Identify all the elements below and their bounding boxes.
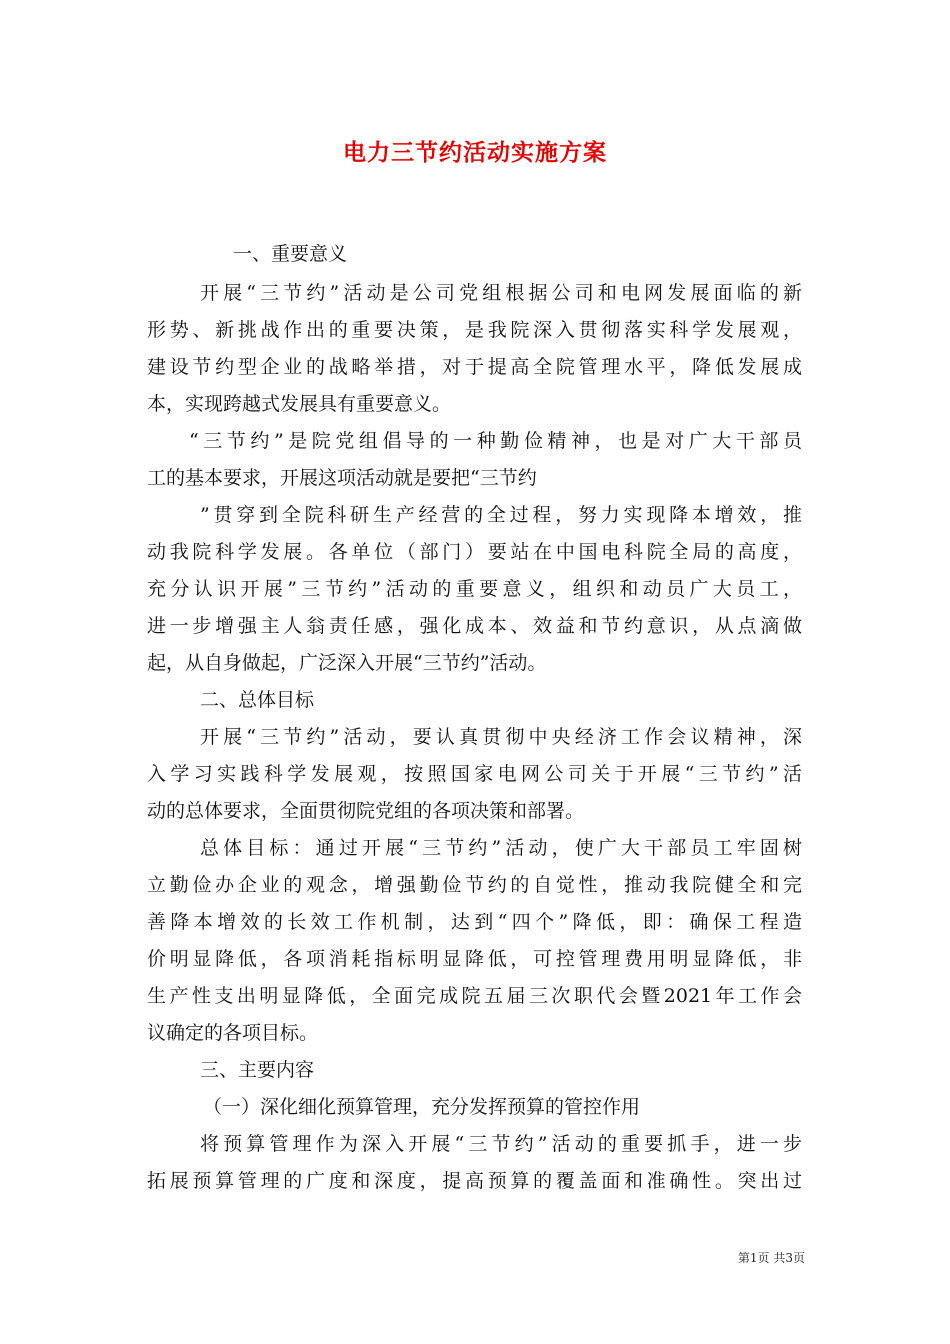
section-heading-2: 二、总体目标	[200, 689, 315, 711]
paragraph-line: 形势、新挑战作出的重要决策，是我院深入贯彻落实科学发展观，	[147, 319, 802, 341]
paragraph-line: 充分认识开展”三节约”活动的重要意义，组织和动员广大员工，	[147, 578, 802, 600]
section-heading-3: 三、主要内容	[200, 1059, 315, 1081]
paragraph-line: 将预算管理作为深入开展“三节约”活动的重要抓手，进一步	[200, 1133, 802, 1155]
paragraph-line: 建设节约型企业的战略举措，对于提高全院管理水平，降低发展成	[147, 356, 802, 378]
paragraph-line: 立勤俭办企业的观念，增强勤俭节约的自觉性，推动我院健全和完	[147, 874, 802, 896]
paragraph-line: 起，从自身做起，广泛深入开展“三节约”活动。	[147, 652, 547, 674]
paragraph-line: 拓展预算管理的广度和深度，提高预算的覆盖面和准确性。突出过	[147, 1170, 802, 1192]
section-heading-1: 一、重要意义	[233, 243, 348, 265]
paragraph-line: ”贯穿到全院科研生产经营的全过程，努力实现降本增效，推	[200, 504, 802, 526]
paragraph-line: 动的总体要求，全面贯彻院党组的各项决策和部署。	[147, 800, 585, 822]
document-title: 电力三节约活动实施方案	[343, 139, 607, 166]
paragraph-line: 生产性支出明显降低，全面完成院五届三次职代会暨2021年工作会	[147, 985, 802, 1007]
paragraph-line: 议确定的各项目标。	[147, 1022, 319, 1044]
paragraph-line: 本，实现跨越式发展具有重要意义。	[147, 393, 452, 415]
paragraph-line: 动我院科学发展。各单位（部门）要站在中国电科院全局的高度，	[147, 541, 802, 563]
paragraph-line: 进一步增强主人翁责任感，强化成本、效益和节约意识，从点滴做	[147, 615, 802, 637]
paragraph-line: 总体目标：通过开展“三节约”活动，使广大干部员工牢固树	[200, 837, 802, 859]
paragraph-line: 开展“三节约”活动，要认真贯彻中央经济工作会议精神，深	[200, 726, 802, 748]
paragraph-line: “三节约”是院党组倡导的一种勤俭精神，也是对广大干部员	[189, 430, 802, 452]
paragraph-line: 开展“三节约”活动是公司党组根据公司和电网发展面临的新	[200, 282, 802, 304]
subsection-heading: （一）深化细化预算管理，充分发挥预算的管控作用	[203, 1096, 641, 1118]
page-number: 第1页 共3页	[737, 1251, 805, 1265]
paragraph-line: 价明显降低，各项消耗指标明显降低，可控管理费用明显降低，非	[147, 948, 802, 970]
paragraph-line: 工的基本要求，开展这项活动就是要把“三节约	[147, 467, 537, 489]
paragraph-line: 入学习实践科学发展观，按照国家电网公司关于开展“三节约”活	[147, 763, 802, 785]
paragraph-line: 善降本增效的长效工作机制，达到“四个”降低，即：确保工程造	[147, 911, 802, 933]
